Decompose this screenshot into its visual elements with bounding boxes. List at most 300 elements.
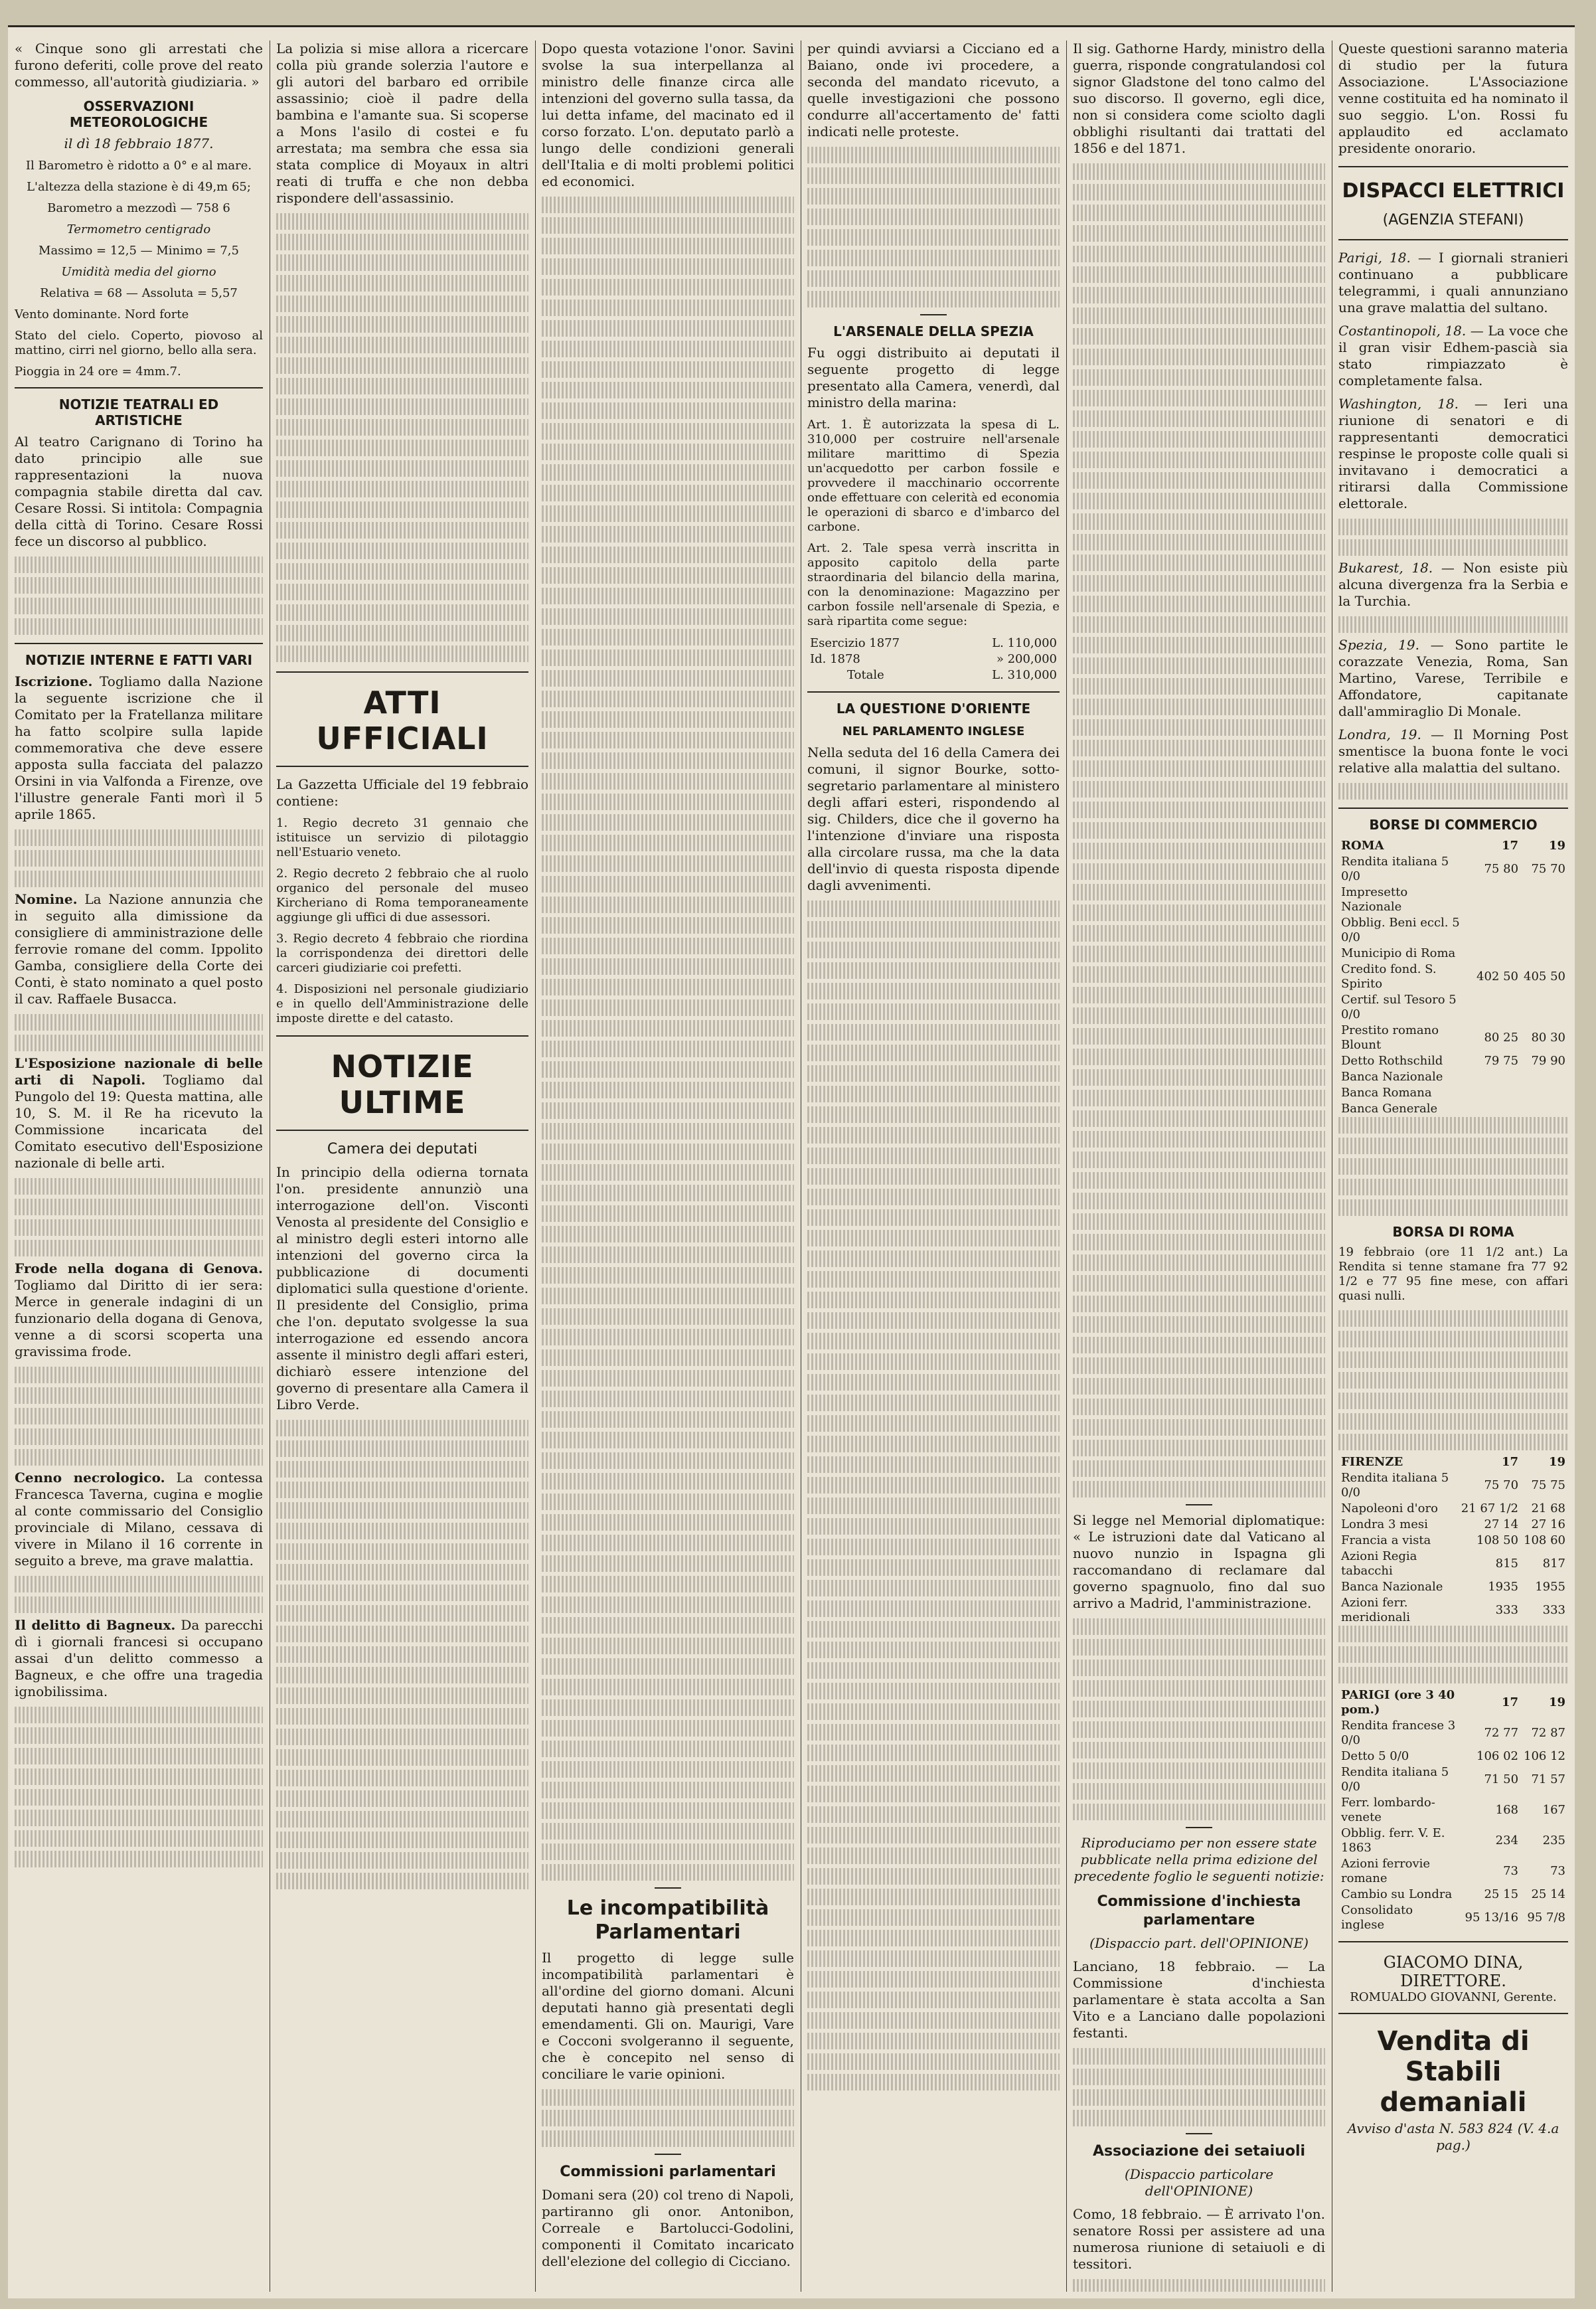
illegible-text bbox=[542, 855, 794, 872]
illegible-text bbox=[15, 1830, 263, 1847]
table-row bbox=[1338, 1718, 1568, 1749]
table-row bbox=[1338, 1053, 1568, 1069]
illegible-text bbox=[807, 1868, 1060, 1885]
illegible-text bbox=[542, 999, 794, 1016]
row-value: 79 75 bbox=[1484, 1054, 1519, 1068]
news-item-head: Iscrizione. bbox=[15, 673, 93, 689]
illegible-text bbox=[1073, 2069, 1325, 2085]
illegible-text bbox=[542, 341, 794, 357]
illegible-text bbox=[1073, 493, 1325, 509]
illegible-text bbox=[542, 979, 794, 995]
row-value: 75 80 bbox=[1484, 862, 1519, 876]
illegible-text bbox=[542, 279, 794, 296]
row-value: 234 bbox=[1495, 1834, 1519, 1847]
row-value: 815 bbox=[1495, 1557, 1519, 1571]
illegible-text bbox=[15, 1596, 263, 1613]
illegible-text bbox=[1073, 1378, 1325, 1395]
weather-line: Relativa = 68 — Assoluta = 5,57 bbox=[40, 286, 238, 300]
illegible-text bbox=[1073, 1007, 1325, 1024]
article-text: per quindi avviarsi a Cicciano ed a Baiano, onde ivi procedere, a seconda del mandato ricevuto, a quelle investigazioni che possono condurre all'accertamento de' fatti indicati nelle proteste. bbox=[807, 41, 1060, 139]
spezia-article-1: Art. 1. È autorizzata la spesa di L. 310,000 per costruire nell'arsenale militare marittimo di Spezia un'acquedotto per carbon fossile e provvedere il macchinario occorrente onde effettuare con celerità ed economia le operazioni di sbarco e d'imbarco del carbone. bbox=[807, 418, 1060, 534]
row-value: 80 25 bbox=[1484, 1031, 1519, 1045]
table-header bbox=[1338, 1687, 1568, 1718]
row-value bbox=[1521, 992, 1568, 1023]
illegible-text bbox=[1338, 1310, 1568, 1327]
row-label: Cambio su Londra bbox=[1341, 1887, 1453, 1901]
newspaper-page bbox=[8, 25, 1575, 2298]
column-6 bbox=[1332, 41, 1575, 2292]
illegible-text bbox=[1073, 1660, 1325, 1676]
illegible-text bbox=[1073, 307, 1325, 324]
borsa-roma-title: BORSA DI ROMA bbox=[1392, 1224, 1514, 1240]
illegible-text bbox=[1073, 781, 1325, 798]
illegible-text bbox=[542, 1535, 794, 1551]
illegible-text bbox=[1073, 637, 1325, 653]
weather-title: OSSERVAZIONI METEOROLOGICHE bbox=[69, 98, 208, 130]
illegible-text bbox=[1338, 1158, 1568, 1175]
gerente-name: ROMUALDO GIOVANNI, Gerente. bbox=[1350, 1990, 1557, 2004]
dispaccio-text: Sono partite le corazzate Venezia, Roma, San Martino, Varese, Terribile e Affondatore, capitanate dall'ammiraglio Di Monale. bbox=[1338, 637, 1569, 719]
illegible-text bbox=[276, 1811, 528, 1828]
illegible-text bbox=[542, 1246, 794, 1263]
inchiesta-title: Commissione d'inchiesta parlamentare bbox=[1097, 1893, 1301, 1928]
row-label: Rendita italiana 5 0/0 bbox=[1341, 1765, 1449, 1794]
illegible-text bbox=[542, 1843, 794, 1860]
row-value: 71 57 bbox=[1531, 1772, 1565, 1786]
row-label: Azioni Regia tabacchi bbox=[1341, 1549, 1417, 1578]
dispaccio: Londra, 19. — Il Morning Post smentisce la buona fonte le voci relative alla malattia del sultano. bbox=[1338, 727, 1568, 776]
illegible-text bbox=[1073, 1357, 1325, 1374]
illegible-text bbox=[1073, 287, 1325, 303]
illegible-text bbox=[542, 1391, 794, 1407]
illegible-text bbox=[807, 1209, 1060, 1226]
dispaccio-place: Londra, 19. bbox=[1338, 727, 1421, 742]
illegible-text bbox=[276, 296, 528, 312]
illegible-text bbox=[542, 1679, 794, 1695]
illegible-text bbox=[15, 1367, 263, 1383]
row-value bbox=[1474, 1085, 1521, 1101]
illegible-text bbox=[276, 563, 528, 580]
row-value: 168 bbox=[1495, 1803, 1519, 1817]
row-value: 21 67 1/2 bbox=[1461, 1501, 1519, 1515]
illegible-text bbox=[276, 1420, 528, 1436]
illegible-text bbox=[542, 320, 794, 337]
illegible-text bbox=[807, 1065, 1060, 1082]
illegible-text bbox=[542, 1823, 794, 1839]
illegible-text bbox=[807, 1580, 1060, 1596]
illegible-text bbox=[1073, 1131, 1325, 1148]
illegible-text bbox=[542, 1082, 794, 1098]
firenze-exchange-table bbox=[1338, 1454, 1568, 1626]
row-value: 72 77 bbox=[1484, 1726, 1519, 1740]
illegible-text bbox=[542, 1267, 794, 1284]
illegible-text bbox=[542, 711, 794, 728]
column-4 bbox=[801, 41, 1067, 2292]
table-row bbox=[1338, 915, 1568, 946]
row-value: 72 87 bbox=[1531, 1726, 1565, 1740]
illegible-text bbox=[542, 629, 794, 645]
illegible-text bbox=[807, 1189, 1060, 1205]
weather-line: Termometro centigrado bbox=[66, 222, 211, 236]
ultime-header bbox=[276, 1035, 528, 1131]
dispaccio: Washington, 18. — Ieri una riunione di senatori e di rappresentanti democratici respinse le proposte colle quali si invitavano i democratici a ritirarsi dalla Commissione elettorale. bbox=[1338, 396, 1568, 511]
table-row bbox=[1338, 1795, 1568, 1826]
illegible-text bbox=[276, 378, 528, 394]
row-label: Detto Rothschild bbox=[1341, 1054, 1443, 1068]
illegible-text bbox=[1073, 452, 1325, 468]
illegible-text bbox=[807, 1827, 1060, 1843]
illegible-text bbox=[1073, 1316, 1325, 1333]
illegible-text bbox=[542, 1720, 794, 1737]
setaiuoli-subtitle: (Dispaccio particolare dell'OPINIONE) bbox=[1124, 2166, 1274, 2199]
illegible-text bbox=[542, 1020, 794, 1037]
illegible-text bbox=[276, 645, 528, 662]
illegible-text bbox=[276, 1790, 528, 1807]
illegible-text bbox=[807, 2053, 1060, 2070]
illegible-text bbox=[276, 357, 528, 374]
weather-line: Pioggia in 24 ore = 4mm.7. bbox=[15, 365, 181, 379]
illegible-text bbox=[807, 2012, 1060, 2029]
news-item-text: Togliamo dalla Nazione la seguente iscrizione che il Comitato per la Fratellanza militare ha fatto scolpire sulla lapide commemorativa che deve essere apposta sulla facciata del palazzo Orsini in via Valfonda a Firenze, ove l'illustre generale Fanti morì il 5 aprile 1865. bbox=[15, 673, 263, 822]
budget-label: Esercizio 1877 bbox=[810, 636, 900, 650]
illegible-text bbox=[542, 917, 794, 934]
illegible-text bbox=[807, 1703, 1060, 1720]
illegible-text bbox=[542, 526, 794, 543]
budget-value: L. 110,000 bbox=[992, 636, 1057, 650]
news-item-head: Frode nella dogana di Genova. bbox=[15, 1260, 263, 1276]
illegible-text bbox=[15, 556, 263, 573]
illegible-text bbox=[807, 1786, 1060, 1802]
illegible-text bbox=[1338, 1138, 1568, 1154]
illegible-text bbox=[1073, 616, 1325, 633]
illegible-text bbox=[542, 299, 794, 316]
illegible-text bbox=[1073, 1639, 1325, 1656]
illegible-text bbox=[542, 958, 794, 975]
illegible-text bbox=[276, 337, 528, 353]
table-row bbox=[1338, 885, 1568, 915]
illegible-text bbox=[1073, 1783, 1325, 1800]
illegible-text bbox=[276, 625, 528, 641]
illegible-text bbox=[15, 1810, 263, 1826]
illegible-text bbox=[807, 1909, 1060, 1926]
illegible-text bbox=[1073, 1742, 1325, 1758]
row-label: Credito fond. S. Spirito bbox=[1341, 962, 1437, 991]
illegible-text bbox=[807, 2033, 1060, 2049]
illegible-text bbox=[542, 567, 794, 584]
illegible-text bbox=[1073, 1275, 1325, 1292]
dispaccio: Costantinopoli, 18. — La voce che il gran visir Edhem-pascià sia stato rimpiazzato è completamente falsa. bbox=[1338, 323, 1568, 388]
column-1 bbox=[8, 41, 270, 2292]
illegible-text bbox=[15, 1576, 263, 1592]
illegible-text bbox=[807, 147, 1060, 163]
illegible-text bbox=[276, 1584, 528, 1601]
illegible-text bbox=[807, 1127, 1060, 1144]
illegible-text bbox=[542, 1041, 794, 1057]
atti-title: ATTI UFFICIALI bbox=[316, 685, 489, 756]
illegible-text bbox=[542, 1494, 794, 1510]
news-item-head: Il delitto di Bagneux. bbox=[15, 1617, 176, 1633]
row-label: Napoleoni d'oro bbox=[1341, 1501, 1438, 1515]
illegible-text bbox=[1073, 1618, 1325, 1635]
row-value: 73 bbox=[1503, 1864, 1519, 1878]
illegible-text bbox=[276, 1646, 528, 1663]
dispaccio-text: Ieri una riunione di senatori e di rappresentanti democratici respinse le proposte colle quali si invitavano i democratici a ritirarsi dalla Commissione elettorale. bbox=[1338, 396, 1568, 511]
illegible-text bbox=[807, 1724, 1060, 1741]
ultime-title: NOTIZIE ULTIME bbox=[331, 1049, 474, 1120]
dispacci-header bbox=[1338, 166, 1568, 240]
illegible-text bbox=[542, 1596, 794, 1613]
illegible-text bbox=[542, 1349, 794, 1366]
news-item bbox=[15, 1617, 263, 1700]
row-value bbox=[1474, 1069, 1521, 1085]
roma-exchange-table bbox=[1338, 838, 1568, 1117]
budget-value: L. 310,000 bbox=[992, 668, 1057, 682]
illegible-text bbox=[807, 1539, 1060, 1555]
row-value bbox=[1521, 1069, 1568, 1085]
illegible-text bbox=[542, 1473, 794, 1490]
illegible-text bbox=[276, 1440, 528, 1457]
row-value: 25 14 bbox=[1531, 1887, 1565, 1901]
illegible-text bbox=[807, 1456, 1060, 1473]
illegible-text bbox=[1073, 225, 1325, 242]
article-text: La polizia si mise allora a ricercare colla più grande solerzia l'autore e gli autori del barbaro ed orribile assassinio; cioè il padre della bambina e l'amante sua. Si scoperse a Mons l'asilo di costei e fu arrestata; ma sembra che essa sia stata complice di Moyaux in altri reati di truffa e che non debba rispondere dell'assassinio. bbox=[276, 41, 528, 206]
illegible-text bbox=[807, 942, 1060, 958]
illegible-text bbox=[807, 1992, 1060, 2008]
illegible-text bbox=[1073, 1419, 1325, 1436]
illegible-text bbox=[542, 1452, 794, 1469]
illegible-text bbox=[542, 752, 794, 769]
table-row bbox=[1338, 1856, 1568, 1887]
illegible-text bbox=[807, 1415, 1060, 1432]
news-item bbox=[15, 1055, 263, 1171]
illegible-text bbox=[807, 1662, 1060, 1679]
illegible-text bbox=[1073, 2279, 1325, 2292]
illegible-text bbox=[1073, 657, 1325, 674]
illegible-text bbox=[1338, 616, 1568, 633]
illegible-text bbox=[1073, 1254, 1325, 1271]
table-row bbox=[1338, 1826, 1568, 1856]
divider bbox=[1186, 1504, 1212, 1505]
table-row bbox=[1338, 1549, 1568, 1579]
illegible-text bbox=[1073, 184, 1325, 201]
illegible-text bbox=[1073, 1680, 1325, 1697]
news-item-text: La Nazione annunzia che in seguito alla dimissione da consigliere di amministrazione delle ferrovie romane del comm. Ippolito Gamba, consigliere della Corte dei Conti, è stato nominato a quel posto il cav. Raffaele Busacca. bbox=[15, 891, 263, 1007]
news-item-text: Togliamo dal Pungolo del 19: Questa mattina, alle 10, S. M. il Re ha ricevuto la Commissione incaricata del Comitato esecutivo dell'Esposizione nazionale di belle arti. bbox=[15, 1072, 264, 1171]
illegible-text bbox=[542, 444, 794, 460]
illegible-text bbox=[15, 1014, 263, 1031]
illegible-text bbox=[1338, 1434, 1568, 1450]
illegible-text bbox=[1073, 1440, 1325, 1456]
spezia-budget-table bbox=[807, 636, 1060, 683]
illegible-text bbox=[1338, 1646, 1568, 1663]
table-date: 17 bbox=[1501, 839, 1519, 853]
illegible-text bbox=[1073, 2089, 1325, 2106]
illegible-text bbox=[1073, 1234, 1325, 1250]
illegible-text bbox=[807, 1621, 1060, 1638]
illegible-text bbox=[15, 1428, 263, 1445]
illegible-text bbox=[276, 213, 528, 230]
illegible-text bbox=[807, 1230, 1060, 1246]
memorial-text: Si legge nel Memorial diplomatique: « Le istruzioni date dal Vaticano al nuovo nunzio in Ispagna gli raccomandano di reclamare dal governo spagnuolo, fino dal suo arrivo a Madrid, l'amministrazione. bbox=[1073, 1512, 1325, 1611]
illegible-text bbox=[1338, 1413, 1568, 1430]
row-value: 106 12 bbox=[1524, 1749, 1565, 1763]
illegible-text bbox=[542, 485, 794, 501]
budget-value: » 200,000 bbox=[996, 652, 1057, 666]
illegible-text bbox=[276, 398, 528, 415]
budget-label: Id. 1878 bbox=[810, 652, 860, 666]
illegible-text bbox=[542, 2130, 794, 2147]
illegible-text bbox=[542, 258, 794, 275]
illegible-text bbox=[15, 1199, 263, 1215]
illegible-text bbox=[807, 229, 1060, 246]
illegible-text bbox=[1073, 2048, 1325, 2065]
row-value: 817 bbox=[1542, 1557, 1565, 1571]
illegible-text bbox=[807, 2074, 1060, 2091]
table-row bbox=[1338, 1501, 1568, 1517]
row-value: 75 70 bbox=[1484, 1478, 1519, 1492]
divider bbox=[15, 643, 263, 644]
illegible-text bbox=[807, 1497, 1060, 1514]
illegible-text bbox=[1338, 1667, 1568, 1683]
illegible-text bbox=[542, 691, 794, 707]
row-value: 405 50 bbox=[1524, 970, 1565, 983]
row-value: 95 7/8 bbox=[1527, 1911, 1565, 1924]
illegible-text bbox=[1073, 863, 1325, 880]
row-value: 333 bbox=[1542, 1603, 1565, 1617]
parigi-exchange-table bbox=[1338, 1687, 1568, 1933]
illegible-text bbox=[542, 1432, 794, 1448]
illegible-text bbox=[1073, 1193, 1325, 1209]
row-value bbox=[1474, 992, 1521, 1023]
table-row bbox=[1338, 854, 1568, 885]
weather-line: Stato del cielo. Coperto, piovoso al mattino, cirri nel giorno, bello alla sera. bbox=[15, 329, 263, 357]
dispaccio-place: Spezia, 19. bbox=[1338, 637, 1419, 653]
row-value: 27 14 bbox=[1484, 1517, 1519, 1531]
table-header bbox=[1338, 838, 1568, 854]
row-value: 1955 bbox=[1535, 1580, 1565, 1594]
illegible-text bbox=[1073, 555, 1325, 571]
illegible-text bbox=[1338, 783, 1568, 800]
illegible-text bbox=[276, 1626, 528, 1642]
divider bbox=[1338, 1941, 1568, 1942]
weather-line: L'altezza della stazione è di 49,m 65; bbox=[27, 180, 251, 194]
illegible-text bbox=[276, 419, 528, 436]
illegible-text bbox=[1073, 1762, 1325, 1779]
row-value bbox=[1521, 1085, 1568, 1101]
illegible-text bbox=[807, 962, 1060, 979]
illegible-text bbox=[807, 1374, 1060, 1391]
illegible-text bbox=[807, 1971, 1060, 1988]
illegible-text bbox=[276, 1482, 528, 1498]
illegible-text bbox=[807, 900, 1060, 917]
illegible-text bbox=[1338, 519, 1568, 535]
inchiesta-text: Lanciano, 18 febbraio. — La Commissione d'inchiesta parlamentare è stata accolta a San Vito e a Lanciano dalle popolazioni festanti. bbox=[1073, 1958, 1325, 2041]
illegible-text bbox=[542, 1123, 794, 1140]
dispaccio-place: Washington, 18. bbox=[1338, 396, 1459, 412]
illegible-text bbox=[807, 1559, 1060, 1576]
illegible-text bbox=[1073, 349, 1325, 365]
setaiuoli-title: Associazione dei setaiuoli bbox=[1092, 2143, 1306, 2160]
illegible-text bbox=[542, 1205, 794, 1222]
illegible-text bbox=[1073, 410, 1325, 427]
illegible-text bbox=[1338, 1199, 1568, 1216]
illegible-text bbox=[807, 1930, 1060, 1946]
illegible-text bbox=[807, 1148, 1060, 1164]
director-name: GIACOMO DINA, DIRETTORE. bbox=[1383, 1953, 1524, 1990]
row-label: Londra 3 mesi bbox=[1341, 1517, 1428, 1531]
illegible-text bbox=[1338, 1179, 1568, 1195]
oriente-subtitle: NEL PARLAMENTO INGLESE bbox=[842, 725, 1025, 738]
divider bbox=[1338, 2013, 1568, 2014]
illegible-text bbox=[542, 1699, 794, 1716]
quote-text: « Cinque sono gli arrestati che furono deferiti, colle prove del reato commesso, all'autorità giudiziaria. » bbox=[15, 41, 263, 90]
dispaccio-text: Non esiste più alcuna divergenza fra la Serbia e la Turchia. bbox=[1338, 560, 1568, 609]
ultime-subtitle: Camera dei deputati bbox=[327, 1141, 478, 1157]
weather-line: Il Barometro è ridotto a 0° e al mare. bbox=[25, 159, 252, 173]
weather-line: Umidità media del giorno bbox=[61, 265, 216, 279]
illegible-text bbox=[1073, 802, 1325, 818]
illegible-text bbox=[542, 1144, 794, 1160]
news-item-head: L'Esposizione nazionale di belle arti di Napoli. bbox=[15, 1055, 263, 1088]
row-value: 106 02 bbox=[1476, 1749, 1519, 1763]
vendita-title: Vendita di Stabili demaniali bbox=[1377, 2026, 1530, 2118]
illegible-text bbox=[542, 1638, 794, 1654]
illegible-text bbox=[1338, 1351, 1568, 1368]
illegible-text bbox=[1073, 1337, 1325, 1353]
illegible-text bbox=[807, 1950, 1060, 1967]
row-value: 21 68 bbox=[1531, 1501, 1565, 1515]
illegible-text bbox=[1073, 904, 1325, 921]
theatre-text: Al teatro Carignano di Torino ha dato principio alle sue rappresentazioni la nuova compagnia stabile diretta dal cav. Cesare Rossi. Si intitola: Compagnia della città di Torino. Cesare Rossi fece un discorso al pubblico. bbox=[15, 434, 263, 549]
illegible-text bbox=[276, 1523, 528, 1539]
spezia-article-2: Art. 2. Tale spesa verrà inscritta in apposito capitolo della parte straordinaria del bilancio della marina, con la denominazione: Magazzino per carbon fossile nell'arsenale di Spezia, e sarà ripartita come segue: bbox=[807, 541, 1060, 628]
table-row bbox=[1338, 992, 1568, 1023]
illegible-text bbox=[807, 1003, 1060, 1020]
table-row bbox=[1338, 1470, 1568, 1501]
illegible-text bbox=[542, 608, 794, 625]
table-city: FIRENZE bbox=[1341, 1455, 1403, 1469]
dispaccio-place: Costantinopoli, 18. bbox=[1338, 323, 1467, 339]
incomp-title: Le incompatibilità Parlamentari bbox=[566, 1897, 769, 1944]
illegible-text bbox=[276, 1749, 528, 1766]
borsa-roma-text: 19 febbraio (ore 11 1/2 ant.) La Rendita si tenne stamane fra 77 92 1/2 e 77 95 fine mese, con affari quasi nulli. bbox=[1338, 1245, 1568, 1303]
illegible-text bbox=[276, 1605, 528, 1622]
table-row bbox=[1338, 1749, 1568, 1764]
divider bbox=[1338, 808, 1568, 809]
row-value bbox=[1474, 915, 1521, 946]
illegible-text bbox=[542, 1741, 794, 1757]
illegible-text bbox=[276, 1667, 528, 1683]
illegible-text bbox=[807, 1395, 1060, 1411]
illegible-text bbox=[807, 1292, 1060, 1308]
row-value: 25 15 bbox=[1484, 1887, 1519, 1901]
illegible-text bbox=[1338, 1117, 1568, 1134]
row-label: Rendita francese 3 0/0 bbox=[1341, 1719, 1456, 1747]
news-item-text: La contessa Francesca Taverna, cugina e moglie al conte commissario del Consiglio provinciale di Milano, cessava di vivere in Milano il 16 corrente in seguito a breve, ma grave malattia. bbox=[15, 1470, 264, 1569]
illegible-text bbox=[1073, 596, 1325, 612]
illegible-text bbox=[1073, 1296, 1325, 1312]
row-value bbox=[1474, 1101, 1521, 1117]
illegible-text bbox=[542, 464, 794, 481]
illegible-text bbox=[1073, 431, 1325, 448]
illegible-text bbox=[276, 275, 528, 292]
illegible-text bbox=[807, 250, 1060, 266]
illegible-text bbox=[1073, 1049, 1325, 1065]
oriente-title: LA QUESTIONE D'ORIENTE bbox=[836, 701, 1031, 717]
theatre-title: NOTIZIE TEATRALI ED ARTISTICHE bbox=[58, 396, 219, 428]
riproduciamo-note: Riproduciamo per non essere state pubblicate nella prima edizione del precedente foglio le seguenti notizie: bbox=[1074, 1835, 1324, 1884]
illegible-text bbox=[15, 850, 263, 867]
